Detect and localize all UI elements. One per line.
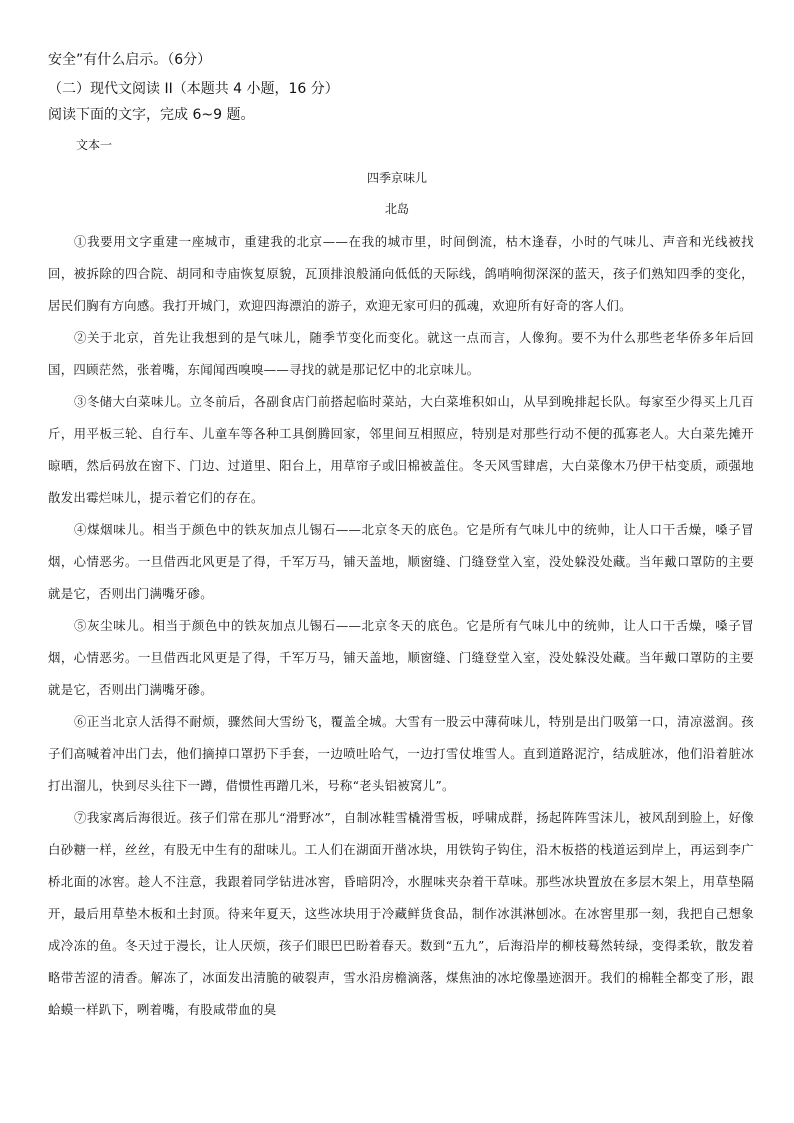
paragraph-6: ⑥正当北京人活得不耐烦，骤然间大雪纷飞，覆盖全城。大雪有一股云中薄荷味儿，特别是出门吸第一口，清凉滋润。孩子们高喊着冲出门去，他们摘掉口罩扔下手套，一边喷吐哈气，一边打雪仗堆雪人。直到道路泥泞，结成脏冰，他们沿着脏冰打出溜儿，快到尽头往下一蹲，借惯性再蹭几米，号称“老头铝被窝儿”。 [48, 714, 754, 793]
previous-question-tail: 安全”有什么启示。（6分） [48, 52, 212, 68]
paragraph-7: ⑦我家离后海很近。孩子们常在那儿“滑野冰”，自制冰鞋雪橇滑雪板，呼啸成群，扬起阵阵雪沫儿，被风刮到脸上，好像白砂糖一样，丝丝，有股无中生有的甜味儿。工人们在湖面开凿冰块，用铁钩子钩住，沿木板搭的栈道运到岸上，再运到李广桥北面的冰窖。趁人不注意，我跟着同学钻进冰窖，昏暗阴冷，水腥味夹杂着干草味。那些冰块置放在多层木架上，用草垫隔开，最后用草垫木板和土封顶。待来年夏天，这些冰块用于冷藏鲜货食品，制作冰淇淋刨冰。在冰窖里那一刻，我把自己想象成冷冻的鱼。冬天过于漫长，让人厌烦，孩子们眼巴巴盼着春天。数到“五九”，后海沿岸的柳枝蓦然转绿，变得柔软，散发着略带苦涩的清香。解冻了，冰面发出清脆的破裂声，雪水沿房檐滴落，煤焦油的冰坨像墨迹洇开。我们的棉鞋全都变了形，跟蛤蟆一样趴下，咧着嘴，有股咸带血的臭 [48, 810, 754, 1017]
text-label: 文本一 [76, 138, 113, 152]
article-body [48, 226, 754, 1026]
paragraph-3: ③冬储大白菜味儿。立冬前后，各副食店门前搭起临时菜站，大白菜堆积如山，从早到晚排起长队。每家至少得买上几百斤，用平板三轮、自行车、儿童车等各种工具倒腾回家，邻里间互相照应，特别是对那些行动不便的孤寡老人。大白菜先摊开晾晒，然后码放在窗下、门边、过道里、阳台上，用草帘子或旧棉被盖住。冬天风雪肆虐，大白菜像木乃伊干枯变质，顽强地散发出霉烂味儿，提示着它们的存在。 [48, 394, 754, 505]
paragraph-2: ②关于北京，首先让我想到的是气味儿，随季节变化而变化。就这一点而言，人像狗。要不为什么那些老华侨多年后回国，四顾茫然，张着嘴，东闻闻西嗅嗅——寻找的就是那记忆中的北京味儿。 [48, 330, 754, 377]
article-author: 北岛 [384, 202, 409, 216]
section-title: （二）现代文阅读 II（本题共 4 小题，16 分） [48, 81, 339, 97]
reading-instruction: 阅读下面的文字，完成 6~9 题。 [48, 107, 255, 123]
article-title: 四季京味儿 [366, 171, 427, 185]
paragraph-4: ④煤烟味儿。相当于颜色中的铁灰加点儿锡石——北京冬天的底色。它是所有气味儿中的统帅，让人口干舌燥，嗓子冒烟，心情恶劣。一旦借西北风更是了得，千军万马，铺天盖地，顺窗缝、门缝登堂入室，没处躲没处藏。当年戴口罩防的主要就是它，否则出门满嘴牙碜。 [48, 522, 754, 601]
paragraph-1: ①我要用文字重建一座城市，重建我的北京——在我的城市里，时间倒流，枯木逢春，小时的气味儿、声音和光线被找回，被拆除的四合院、胡同和寺庙恢复原貌，瓦顶排浪般涌向低低的天际线，鸽哨响彻深深的蓝天，孩子们熟知四季的变化，居民们胸有方向感。我打开城门，欢迎四海漂泊的游子，欢迎无家可归的孤魂，欢迎所有好奇的客人们。 [48, 234, 754, 313]
paragraph-5: ⑤灰尘味儿。相当于颜色中的铁灰加点儿锡石——北京冬天的底色。它是所有气味儿中的统帅，让人口干舌燥，嗓子冒烟，心情恶劣。一旦借西北风更是了得，千军万马，铺天盖地，顺窗缝、门缝登堂入室，没处躲没处藏。当年戴口罩防的主要就是它，否则出门满嘴牙碜。 [48, 618, 754, 697]
